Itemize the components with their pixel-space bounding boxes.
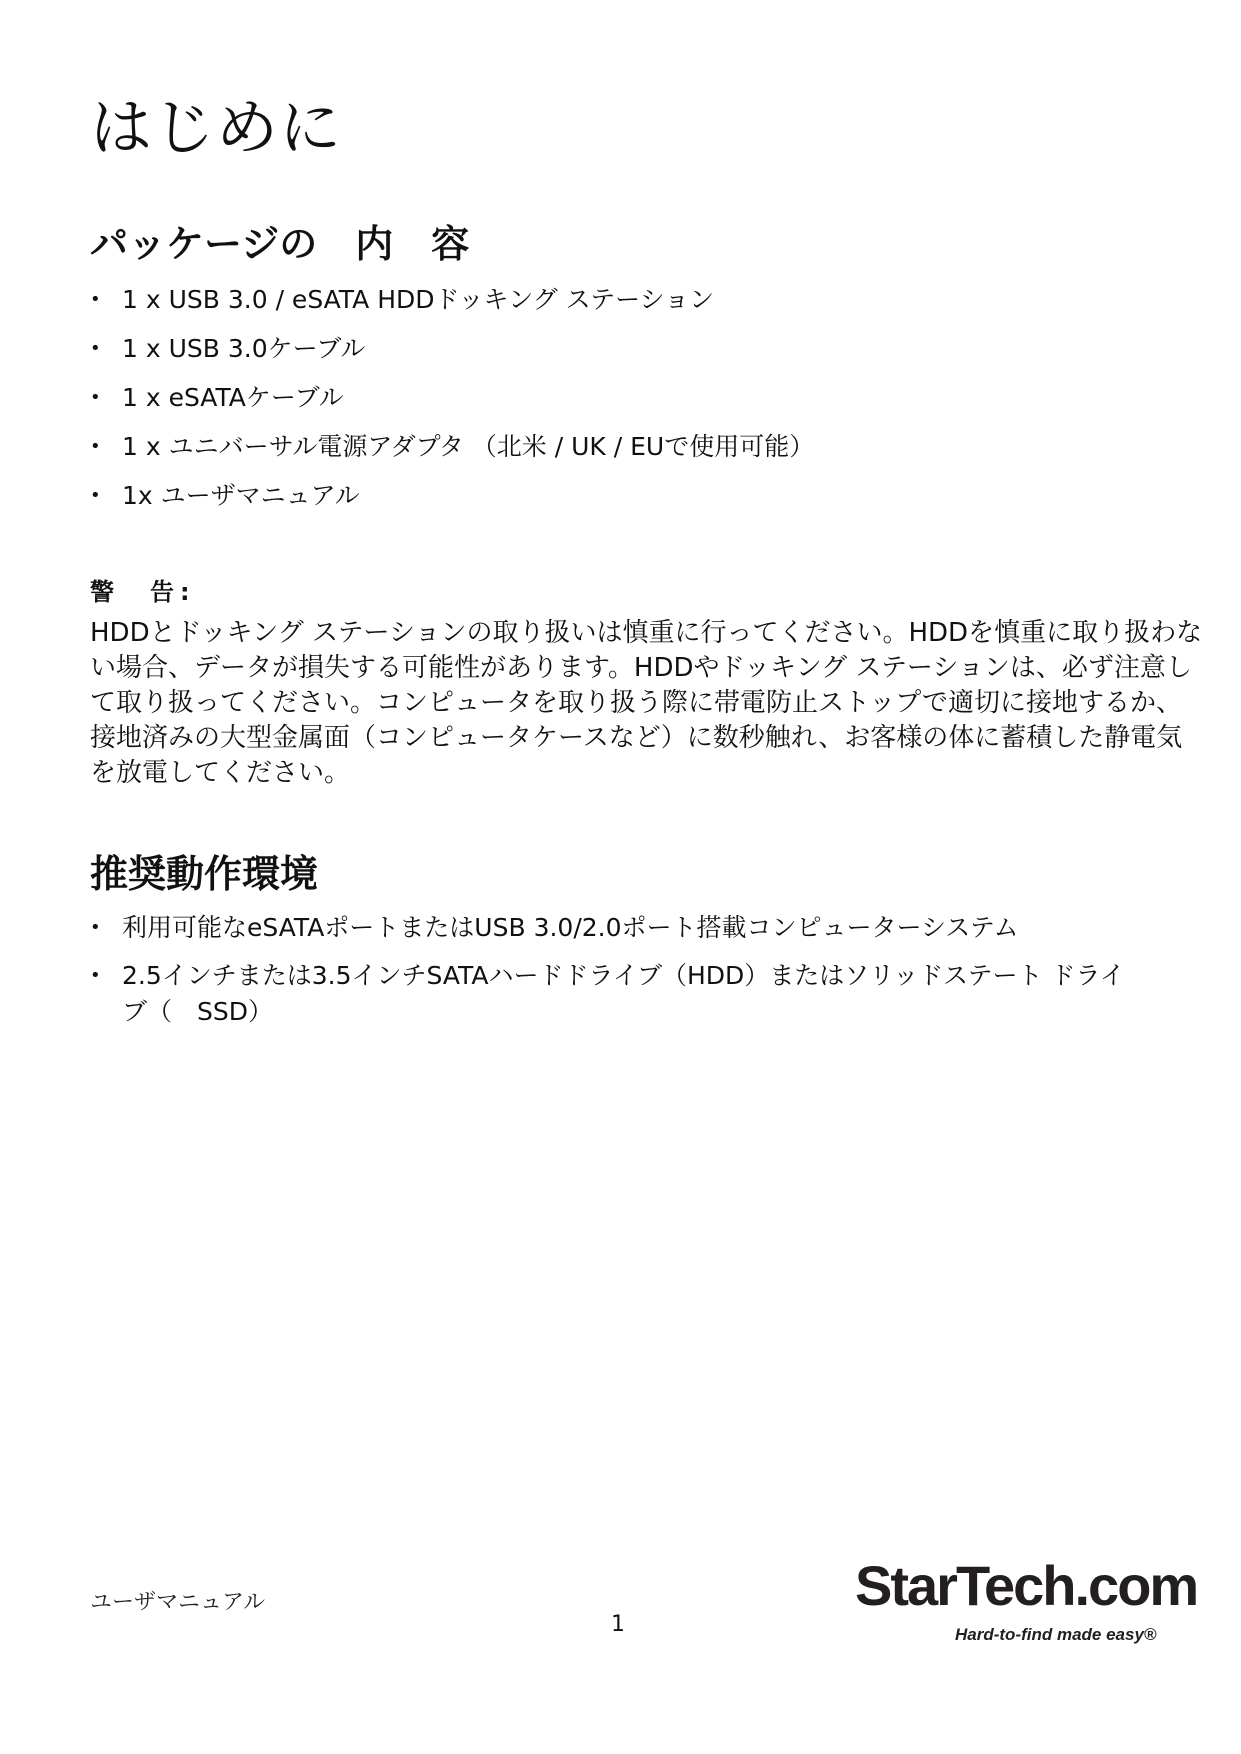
package-contents-list (90, 282, 1190, 527)
list-item: • 1 x ユニバーサル電源アダプタ （北米 / UK / EUで使用可能） (90, 429, 1190, 478)
warning-text: HDDとドッキング ステーションの取り扱いは慎重に行ってください。HDDを慎重に取り扱わない場合、データが損失する可能性があります。HDDやドッキング ステーションは、必ず注意して取り扱ってください。コンピュータを取り扱う際に帯電防止ストップで適切に接地するか、接地済みの大型金属面（コンピュータケースなど）に数秒触れ、お客様の体に蓄積した静電気を放電してください。 (90, 618, 1203, 788)
package-contents-heading: パッケージの 内 容 (90, 222, 470, 266)
startech-logo (855, 1545, 1198, 1655)
logo-tagline: Hard-to-find made easy® (955, 1625, 1157, 1644)
list-item: • 1 x USB 3.0 / eSATA HDDドッキング ステーション (90, 282, 1190, 331)
list-item: • 1 x eSATAケーブル (90, 380, 1190, 429)
list-item: • 1 x USB 3.0ケーブル (90, 331, 1190, 380)
warning-heading: 警 告: (90, 578, 196, 606)
list-item: • 2.5インチまたは3.5インチSATAハードドライブ（HDD）またはソリッドステート ドライ ブ（ SSD） (90, 958, 1150, 1030)
system-requirements-list (90, 910, 1150, 1042)
footer-label: ユーザマニュアル (90, 1590, 266, 1615)
list-item: • 1x ユーザマニュアル (90, 478, 1190, 527)
logo-brand-text: StarTech.com (855, 1554, 1198, 1617)
page-number: 1 (611, 1612, 625, 1637)
page-title: はじめに (90, 91, 343, 164)
system-requirements-heading: 推奨動作環境 (90, 852, 319, 896)
list-item: • 利用可能なeSATAポートまたはUSB 3.0/2.0ポート搭載コンピューターシステム (90, 910, 1150, 946)
